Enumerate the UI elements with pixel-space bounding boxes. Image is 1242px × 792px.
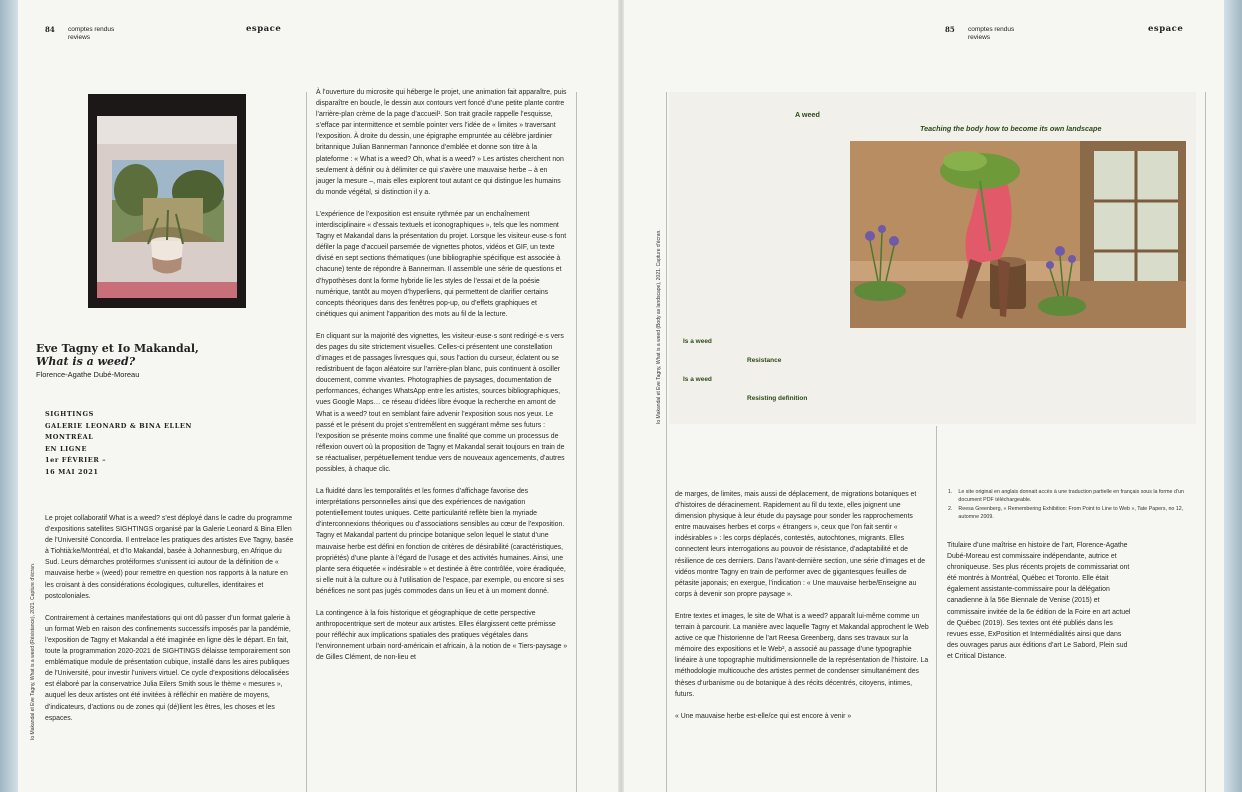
page-spine bbox=[618, 0, 624, 792]
exhibition-city: MONTRÉAL bbox=[45, 433, 94, 441]
photo-illustration bbox=[88, 94, 246, 308]
right-photo-caption: Io Makandal et Eve Tagny, What is a weed (Body as landscape), 2021. Capture d’écran. bbox=[656, 229, 662, 424]
exhibition-venue: EN LIGNE bbox=[45, 444, 88, 453]
footnote-text: Reesa Greenberg, « Remembering Exhibition: From Point to Line to Web », Tate Papers, no 12, automne 2009. bbox=[958, 506, 1184, 520]
footnote-number: 1. bbox=[948, 489, 953, 495]
exhibition-end-date: 16 MAI 2021 bbox=[45, 467, 99, 476]
article-title-block bbox=[36, 342, 199, 379]
left-folio: 84 bbox=[45, 25, 55, 34]
paragraph: La fluidité dans les temporalités et les formes d’affichage favorise des interprétations personnelles ainsi que des expériences de navigation potentiellement toutes uniques. Cette particularité reflète bien la myriade d’interconnexions théoriques ou d’associations sensibles au cœur de l’exposition. Tagny et Makandal partent du principe botanique selon lequel le statut d’une mauvaise herbe est défini en fonction de critères de désirabilité (caractéristiques, propriétés) d’une plante à l’égard de l’usage et des activités humaines. Ainsi, une plante sera étiquetée « indésirable » et destinée à être contrôlée, voire éradiquée, si elle nuit à la culture ou à l’utilisation de l’espace, par exemple, ou encore si ses bénéfices ne sont pas jugés commodes dans un lieu et à un moment donné. bbox=[316, 488, 566, 595]
column-rule bbox=[936, 426, 937, 792]
paragraph: Entre textes et images, le site de What is a weed? apparaît lui-même comme un terrain à parcourir. La manière avec laquelle Tagny et Makandal approchent le Web active ce que l’historienne de l’art Reesa Greenberg, dans ses travaux sur la mémoire des expositions et le Web², a associé au passage d’une typographie linéaire à une topographie multidimensionnelle de la représentation de l’histoire. La méthodologie multicouche des artistes permet de condenser simultanément des thèses d’urbanisme ou de botanique à des récits décentrés, citoyens, intimes, futurs. bbox=[675, 612, 929, 698]
paragraph: de marges, de limites, mais aussi de déplacement, de migrations botaniques et d’histoires de déracinement. Rapidement au fil du texte, elles joignent une dimension physique à leur étude du paysage pour sonder les rapprochements entre mauvaises herbes et corps « étrangers », ceux que l’on fait sentir « indésirables » : les corps déplacés, contestés, autochtones, migrants. Elles connectent leurs interrogations au pouvoir de résistance, d’adaptabilité et de résilience de ces derniers. Dans l’avant-dernière section, une série d’images et de vidéos montre Tagny en train de performer avec de gigantesques feuilles de pétasite japonais; en exergue, l’indication : « Une mauvaise herbe/Enseigne au corps à devenir son propre paysage ». bbox=[675, 491, 926, 598]
right-section-fr: comptes rendus bbox=[968, 26, 1015, 33]
exhibition-start-date: 1er FÉVRIER – bbox=[45, 456, 107, 464]
screenshot-word: Is a weed bbox=[683, 338, 712, 345]
exhibition-gallery: GALERIE LEONARD & BINA ELLEN bbox=[45, 421, 192, 430]
paragraph: « Une mauvaise herbe est-elle/ce qui est encore à venir » bbox=[675, 712, 852, 720]
screenshot-subheading: Teaching the body how to become its own landscape bbox=[920, 124, 1102, 133]
article-column-1 bbox=[45, 513, 297, 724]
paragraph: En cliquant sur la majorité des vignettes, les visiteur·euse·s sont redirigé·e·s vers des pages du site strictement visuelles. Celles-ci présentent une constellation d’images et de passages livresques qui, sous l’action du curseur, éclatent ou se redistribuent de façon aléatoire sur l’arrière-plan blanc, puis continuent à osciller doucement, comme vivantes. Photographies de paysages, documentation de performances, échanges WhatsApp entre les artistes, sources bibliographiques, vues Google Maps… ce réseau d’idées libre évoque la recherche en amont de What is a weed? tout en semblant faire advenir l’exposition sous nos yeux. Le passé et le présent du projet s’entremêlent en suggérant même ses futurs : l’exposition se présente moins comme une finalité que comme un processus de réflexion ouvert où la proposition de Tagny et Makandal serait toujours en train de se réactualiser, perpétuellement tendue vers de nouveaux agencements, d’autres possibles, à chaque clic. bbox=[316, 332, 565, 473]
right-folio: 85 bbox=[945, 25, 955, 34]
footnote-number: 2. bbox=[948, 506, 953, 512]
footnote-text: Le site original en anglais donnait accès à une traduction partielle en français sous la forme d’un document PDF téléchargeable. bbox=[958, 489, 1184, 503]
paragraph: Le projet collaboratif What is a weed? s’est déployé dans le cadre du programme d’expositions satellites SIGHTINGS organisé par la Galerie Leonard & Bina Ellen de l’Université Concordia. Il entrelace les pratiques des artistes Eve Tagny, basée à Tiohtià:ke/Montréal, et d’Io Makandal, basée à Johannesburg, en Afrique du Sud. Leurs démarches protéiformes s’unissent ici autour de la définition de « mauvaise herbe » (weed) pour remettre en question nos rapports à la nature en les croisant à des considérations écologiques, culturelles, identitaires et postcoloniales. bbox=[45, 515, 294, 600]
article-column-3 bbox=[675, 489, 929, 722]
column-rule bbox=[1205, 92, 1206, 792]
article-photo bbox=[88, 94, 246, 308]
exhibition-series: SIGHTINGS bbox=[45, 410, 94, 418]
column-rule bbox=[666, 92, 667, 792]
website-screenshot bbox=[669, 92, 1196, 424]
right-section-header bbox=[968, 26, 1014, 42]
left-logo: espace bbox=[246, 24, 282, 34]
screenshot-heading: A weed bbox=[795, 110, 820, 119]
footnote bbox=[948, 489, 1196, 504]
paragraph: À l’ouverture du microsite qui héberge le projet, une animation fait apparaître, puis disparaître en boucle, le dessin aux contours vert foncé d’une petite plante contre l’arrière-plan crème de la page d’accueil¹. Son trait gracile rappelle l’esquisse, s’efface par intermittence et semble pointer vers l’idée de « limites » traversant l’exposition. À droite du dessin, une épigraphe empruntée au célèbre jardinier britannique Julian Bannerman l’annonce d’emblée et donne son titre à la plateforme : « What is a weed? Oh, what is a weed? » Les artistes cherchent non seulement à définir ou à délimiter ce qui s’avère une mauvaise herbe – à en jauger la mesure –, mais elles explorent tout autant ce qui distingue les humains du monde végétal, si distinction il y a. bbox=[316, 89, 567, 196]
right-section-en: reviews bbox=[968, 34, 991, 41]
paragraph: Contrairement à certaines manifestations qui ont dû passer d’un format galerie à un format Web en raison des confinements successifs imposés par la pandémie, l’exposition de Tagny et Makandal a été imaginée en ligne dès le départ. En fait, toute la programmation 2020-2021 de SIGHTINGS délaisse temporairement son emblématique module de présentation cubique, installé dans les aires publiques de l’Université, pour investir l’univers virtuel. Ce cycle d’expositions délocalisées est élaboré par la conservatrice Julia Eilers Smith sous le thème « mesures », auquel les deux artistes ont été invitées à réfléchir en matière de moyens, d’indicateurs, d’actions ou de zones qui (dé)lient les êtres, les choses et les espaces. bbox=[45, 614, 291, 722]
left-section-header bbox=[68, 26, 114, 42]
paragraph: L’expérience de l’exposition est ensuite rythmée par un enchaînement interdisciplinaire « d’essais textuels et iconographiques », tels que les nomment Tagny et Makandal dans la présentation du projet. Lorsque les visiteur·euse·s font défiler la page d’accueil parsemée de vignettes photos, vidéos et GIF, un texte divisé en sept sections thématiques (une bibliographie spécifique est associée à chacune) tente de répondre à Bannerman. Il assemble une série de questions et d’hypothèses dont la forme hybride lie les styles de l’essai et de la poésie numérique, tantôt au moyen d’hyperliens, qui permettent de clarifier certains concepts théoriques dans des fenêtres pop-up, ou d’effets graphiques et cinétiques qui animent l’apparition des mots au fil de la lecture. bbox=[316, 210, 567, 318]
author-bio-text: Titulaire d’une maîtrise en histoire de l’art, Florence-Agathe Dubé-Moreau est commissaire indépendante, autrice et chroniqueuse. Ses plus récents projets de commissariat ont été montrés à Montréal, Québec et Toronto. Elle était également assistante-commissaire pour la délégation canadienne à la 56e Biennale de Venise (2015) et commissaire invitée de la 6e édition de la Foire en art actuel de Québec (2019). Ses textes ont été publiés dans les revues esse, ExPosition et Intermédialités ainsi que dans des ouvrages parus aux éditions d’art Le Sabord, Plein sud et Critical Distance. bbox=[947, 542, 1131, 660]
left-section-en: reviews bbox=[68, 34, 91, 41]
author-bio bbox=[947, 540, 1131, 662]
performance-photo bbox=[850, 141, 1186, 328]
column-rule bbox=[576, 92, 577, 792]
screenshot-word: Is a weed bbox=[683, 376, 712, 383]
article-column-2 bbox=[316, 87, 568, 664]
article-title-artists: Eve Tagny et Io Makandal, bbox=[36, 342, 199, 355]
left-photo-caption: Io Makandal et Eve Tagny, What is a weed (Résistance), 2021. Capture d’écran. bbox=[30, 562, 36, 740]
exhibition-info bbox=[45, 409, 192, 478]
paragraph: La contingence à la fois historique et géographique de cette perspective anthropocentrique sert de moteur aux artistes. Elles élargissent cette prémisse pour réfléchir aux implications spatiales des pratiques végétales dans l’environnement urbain nord-américain et africain, à la notion de « Tiers-paysage » de Gilles Clément, de non-lieu et bbox=[316, 610, 568, 662]
footnote bbox=[948, 506, 1196, 521]
footnotes bbox=[948, 489, 1196, 523]
screenshot-word: Resistance bbox=[747, 357, 782, 364]
screenshot-word: Resisting definition bbox=[747, 395, 808, 402]
right-logo: espace bbox=[1148, 24, 1184, 34]
article-author: Florence-Agathe Dubé-Moreau bbox=[36, 370, 140, 379]
left-section-fr: comptes rendus bbox=[68, 26, 115, 33]
column-rule bbox=[306, 92, 307, 792]
article-title-work: What is a weed? bbox=[36, 355, 136, 368]
